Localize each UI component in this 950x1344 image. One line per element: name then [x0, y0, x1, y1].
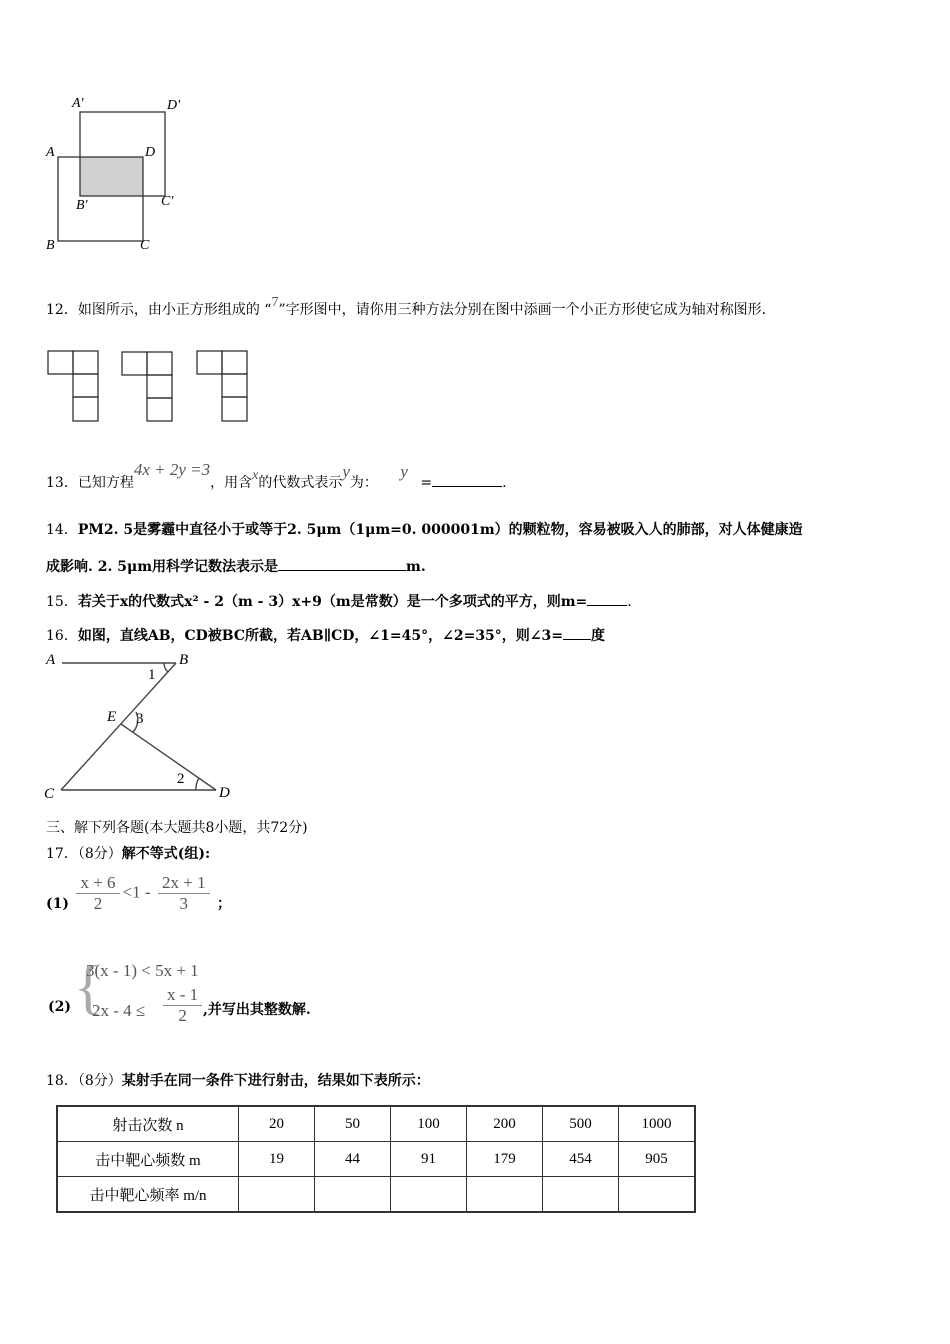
question-text: 的代数式表示 — [258, 475, 343, 491]
table-row — [57, 1177, 695, 1213]
question-text: 如图所示，由小正方形组成的 “ — [77, 302, 272, 318]
answer-cell[interactable] — [315, 1177, 391, 1213]
part-label: (1) — [46, 895, 69, 912]
table-cell: 50 — [315, 1106, 391, 1142]
label: 3 — [136, 711, 144, 727]
question-number: 13． — [46, 475, 78, 491]
numerator: x - 1 — [163, 985, 202, 1006]
label: C — [140, 238, 150, 253]
q17-part1 — [46, 873, 231, 914]
section-heading: 三、解下列各题(本大题共8小题，共72分) — [46, 820, 308, 836]
seven-glyph: 7 — [271, 295, 279, 310]
table-cell: 44 — [315, 1142, 391, 1177]
question-text: 已知方程 — [77, 475, 134, 491]
question-15 — [46, 591, 632, 611]
question-14 — [46, 519, 803, 539]
table-cell: 1000 — [619, 1106, 696, 1142]
fraction — [158, 873, 210, 914]
label: 2 — [177, 771, 185, 787]
answer-cell[interactable] — [239, 1177, 315, 1213]
label: D' — [167, 98, 181, 113]
denominator: 2 — [178, 1006, 187, 1025]
inequality-line: 2x - 4 ≤ — [92, 1001, 146, 1020]
question-number: 17． — [46, 846, 78, 862]
question-number: 14． — [46, 522, 78, 538]
question-18 — [46, 1070, 430, 1090]
answer-cell[interactable] — [391, 1177, 467, 1213]
table-cell: 射击次数 n — [57, 1106, 239, 1142]
question-13 — [46, 460, 507, 492]
question-number: 18． — [46, 1073, 78, 1089]
score: （8分） — [77, 1073, 122, 1089]
variable: y — [342, 462, 350, 481]
answer-cell[interactable] — [619, 1177, 696, 1213]
label: B' — [76, 198, 88, 213]
label: A — [46, 652, 56, 668]
brace-icon: { — [74, 954, 103, 1020]
math-text: <1 - — [122, 882, 151, 902]
label: A' — [72, 96, 84, 111]
question-number: 16． — [46, 628, 78, 644]
denominator: 2 — [93, 894, 103, 913]
label: B — [46, 238, 55, 253]
question-text: 度 — [591, 628, 606, 644]
fraction — [76, 873, 119, 914]
question-text: 某射手在同一条件下进行射击，结果如下表所示： — [121, 1073, 430, 1089]
question-14-line2 — [46, 556, 426, 576]
table-cell: 454 — [543, 1142, 619, 1177]
table-row — [57, 1142, 695, 1177]
label: D — [219, 785, 230, 801]
table-cell: 击中靶心频率 m/n — [57, 1177, 239, 1213]
label: B — [179, 652, 189, 668]
table-cell: 500 — [543, 1106, 619, 1142]
answer-blank[interactable] — [563, 627, 591, 640]
table-cell: 19 — [239, 1142, 315, 1177]
answer-blank[interactable] — [587, 593, 627, 606]
question-text: 解不等式(组): — [121, 846, 211, 862]
numerator: x + 6 — [76, 873, 119, 894]
variable: x — [252, 468, 259, 483]
squares-drawing — [40, 90, 240, 260]
variable: y — [400, 462, 408, 481]
question-text: ”字形图中，请你用三种方法分别在图中添画一个小正方形使它成为轴对称图形． — [278, 302, 776, 318]
equation: 4x + 2y =3 — [133, 460, 211, 479]
part-label: (2) — [48, 999, 71, 1015]
equals: = — [420, 475, 433, 491]
answer-cell[interactable] — [543, 1177, 619, 1213]
label: 1 — [148, 667, 156, 683]
label: C' — [161, 194, 174, 209]
question-text: 如图，直线AB，CD被BC所截，若AB∥CD，∠1=45°，∠2=35°，则∠3= — [77, 628, 564, 644]
table-row — [57, 1106, 695, 1142]
numerator: 2x + 1 — [158, 873, 210, 894]
seven-shape-grids — [45, 348, 265, 428]
question-text: ，用含 — [210, 475, 253, 491]
question-text: PM2. 5是雾霾中直径小于或等于2. 5μm（1μm=0. 000001m）的颗粒物，容易被吸入人的肺部，对人体健康造 — [77, 522, 803, 538]
inequality-line: 3(x - 1) < 5x + 1 — [86, 961, 199, 980]
score: （8分） — [77, 846, 122, 862]
table-cell: 击中靶心频数 m — [57, 1142, 239, 1177]
denominator: 3 — [179, 894, 189, 913]
question-number: 12． — [46, 302, 78, 318]
table-cell: 200 — [467, 1106, 543, 1142]
question-17 — [46, 843, 210, 863]
table-cell: 179 — [467, 1142, 543, 1177]
fraction — [163, 985, 202, 1026]
question-16 — [46, 625, 605, 645]
label: D — [145, 145, 156, 160]
question-number: 15． — [46, 594, 78, 610]
answer-blank[interactable] — [278, 558, 406, 571]
label: A — [46, 145, 55, 160]
semicolon: ； — [217, 895, 232, 912]
question-text: m. — [406, 559, 426, 575]
label: C — [44, 786, 55, 802]
label: E — [107, 709, 117, 725]
question-text: ,并写出其整数解. — [203, 1002, 311, 1018]
question-text: 成影响. 2. 5μm用科学记数法表示是 — [46, 559, 279, 575]
period: . — [627, 594, 632, 610]
question-12 — [46, 295, 776, 319]
table-cell: 100 — [391, 1106, 467, 1142]
question-text: 为： — [349, 475, 378, 491]
table-cell: 905 — [619, 1142, 696, 1177]
answer-cell[interactable] — [467, 1177, 543, 1213]
question-text: 若关于x的代数式x² - 2（m - 3）x+9（m是常数）是一个多项式的平方，则m= — [77, 594, 588, 610]
period: . — [502, 475, 507, 491]
table-cell: 20 — [239, 1106, 315, 1142]
table-cell: 91 — [391, 1142, 467, 1177]
answer-blank[interactable] — [432, 474, 502, 487]
shooting-results-table — [56, 1105, 696, 1213]
